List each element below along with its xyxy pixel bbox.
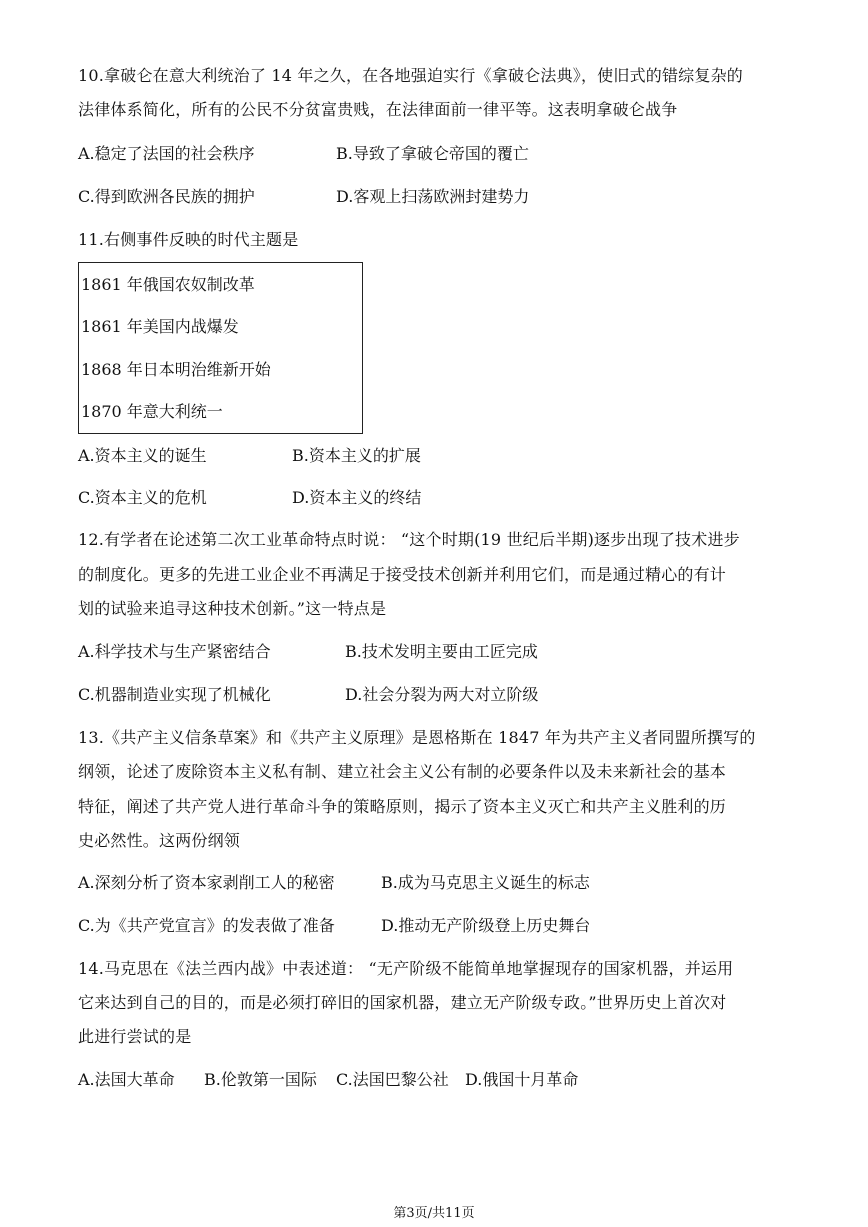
q13-option-a: A.深刻分析了资本家剥削工人的秘密 bbox=[78, 873, 335, 892]
q13-option-d: D.推动无产阶级登上历史舞台 bbox=[381, 916, 591, 935]
q12-option-c: C.机器制造业实现了机械化 bbox=[78, 685, 271, 704]
q13-stem-line-3: 特征，阐述了共产党人进行革命斗争的策略原则，揭示了资本主义灭亡和共产主义胜利的历 bbox=[78, 797, 727, 816]
q11-stem-line-1: 11.右侧事件反映的时代主题是 bbox=[78, 230, 299, 249]
q11-option-d: D.资本主义的终结 bbox=[292, 488, 422, 507]
q14-option-c: C.法国巴黎公社 bbox=[336, 1070, 449, 1089]
q13-stem-line-2: 纲领，论述了废除资本主义私有制、建立社会主义公有制的必要条件以及未来新社会的基本 bbox=[78, 762, 727, 781]
q12-stem-line-1: 12.有学者在论述第二次工业革命特点时说： “这个时期(19 世纪后半期)逐步出现了技术进步 bbox=[78, 530, 740, 549]
q11-event-2: 1861 年美国内战爆发 bbox=[81, 317, 239, 336]
q13-stem-line-4: 史必然性。这两份纲领 bbox=[78, 831, 241, 850]
q10-stem-line-1: 10.拿破仑在意大利统治了 14 年之久，在各地强迫实行《拿破仑法典》，使旧式的错综复杂的 bbox=[78, 66, 743, 85]
q12-option-b: B.技术发明主要由工匠完成 bbox=[345, 642, 538, 661]
q14-stem-line-2: 它来达到自己的目的，而是必须打碎旧的国家机器，建立无产阶级专政。”世界历史上首次对 bbox=[78, 993, 727, 1012]
q12-option-a: A.科学技术与生产紧密结合 bbox=[78, 642, 271, 661]
q10-option-a: A.稳定了法国的社会秩序 bbox=[78, 144, 255, 163]
q12-stem-line-2: 的制度化。更多的先进工业企业不再满足于接受技术创新并利用它们，而是通过精心的有计 bbox=[78, 565, 727, 584]
q11-event-4: 1870 年意大利统一 bbox=[81, 402, 223, 421]
q11-option-c: C.资本主义的危机 bbox=[78, 488, 207, 507]
q12-option-d: D.社会分裂为两大对立阶级 bbox=[345, 685, 539, 704]
q10-stem-line-2: 法律体系简化，所有的公民不分贫富贵贱，在法律面前一律平等。这表明拿破仑战争 bbox=[78, 100, 678, 119]
q11-event-1: 1861 年俄国农奴制改革 bbox=[81, 275, 255, 294]
q14-option-d: D.俄国十月革命 bbox=[465, 1070, 579, 1089]
q11-option-a: A.资本主义的诞生 bbox=[78, 446, 207, 465]
q13-option-b: B.成为马克思主义诞生的标志 bbox=[381, 873, 590, 892]
q10-option-c: C.得到欧洲各民族的拥护 bbox=[78, 187, 255, 206]
q13-stem-line-1: 13.《共产主义信条草案》和《共产主义原理》是恩格斯在 1847 年为共产主义者同盟所撰写的 bbox=[78, 728, 756, 747]
q10-option-b: B.导致了拿破仑帝国的覆亡 bbox=[336, 144, 529, 163]
q14-option-b: B.伦敦第一国际 bbox=[204, 1070, 317, 1089]
q14-stem-line-1: 14.马克思在《法兰西内战》中表述道： “无产阶级不能简单地掌握现存的国家机器，并运用 bbox=[78, 959, 734, 978]
q11-option-b: B.资本主义的扩展 bbox=[292, 446, 421, 465]
q10-option-d: D.客观上扫荡欧洲封建势力 bbox=[336, 187, 530, 206]
page-number: 第3页/共11页 bbox=[393, 1206, 475, 1221]
q12-stem-line-3: 划的试验来追寻这种技术创新。”这一特点是 bbox=[78, 599, 387, 618]
q11-events-box bbox=[78, 262, 363, 434]
q14-stem-line-3: 此进行尝试的是 bbox=[78, 1027, 192, 1046]
q13-option-c: C.为《共产党宣言》的发表做了准备 bbox=[78, 916, 335, 935]
q14-option-a: A.法国大革命 bbox=[78, 1070, 175, 1089]
q11-event-3: 1868 年日本明治维新开始 bbox=[81, 360, 271, 379]
